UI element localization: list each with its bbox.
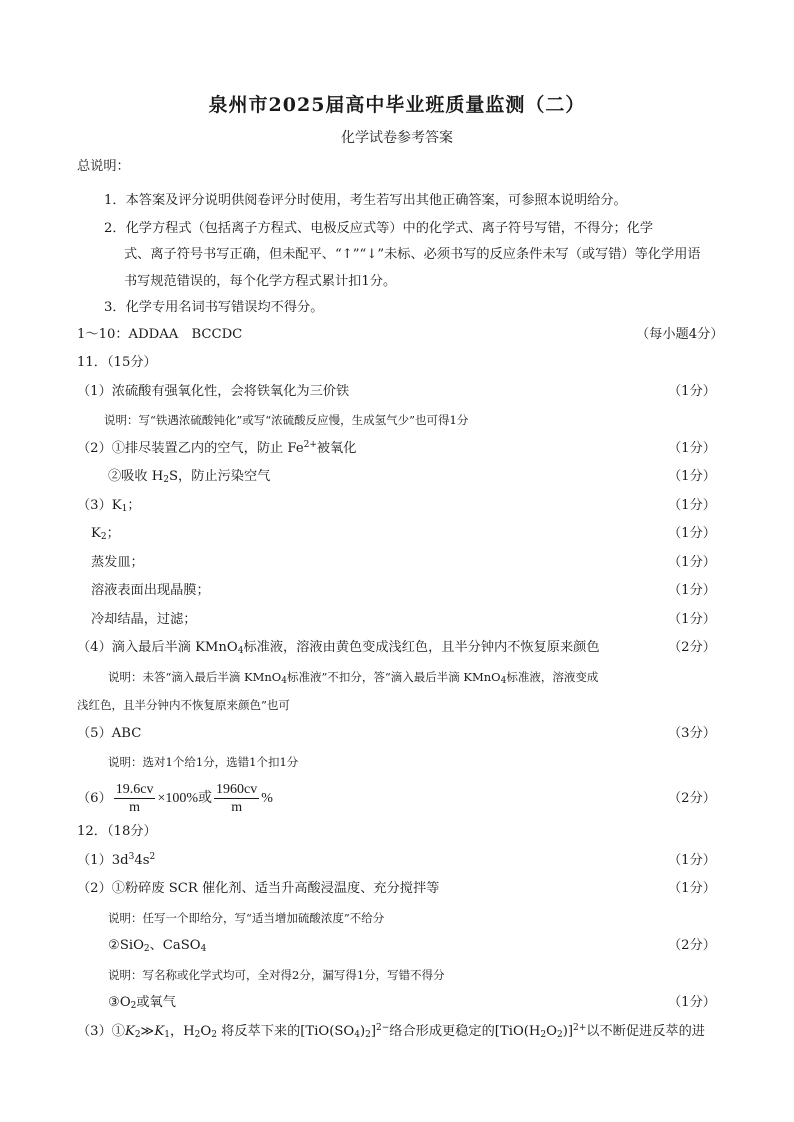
q11-p3c-score: （1分） — [668, 555, 716, 570]
q12-p2b: ②SiO$_2$、CaSO$_4$ — [108, 938, 207, 954]
general-item-2-cont2: 书写规范错误的，每个化学方程式累计扣1分。 — [124, 274, 397, 289]
fraction-1: $\frac{19.6cv}{m}$ — [115, 782, 154, 815]
q11-p4-score: （2分） — [668, 640, 716, 655]
q11-heading: 11．（15分） — [77, 355, 157, 370]
q11-p3a: $(3)K_1$； — [77, 498, 141, 514]
q11-p2a-score: （1分） — [668, 441, 716, 456]
q12-p2a-score: （1分） — [668, 881, 716, 896]
mc-answers: 1～10：ADDAA BCCDC — [77, 327, 243, 342]
q11-p1-note: 说明：写“铁遇浓硫酸钝化”或写“浓硫酸反应慢，生成氢气少”也可得1分 — [104, 413, 469, 427]
q11-p3e: 冷却结晶，过滤； — [91, 612, 197, 627]
q11-p3b: $K_2$； — [91, 526, 120, 542]
general-heading: 总说明： — [77, 159, 130, 174]
q12-p2c: $③O_2$或氧气 — [108, 995, 176, 1011]
q12-p2b-score: （2分） — [668, 938, 716, 953]
q11-p4-note-1: 说明：未答“滴入最后半滴 KMnO$_4$标准液”不扣分，答“滴入最后半滴 KMnO$_4$标准液，溶液变成 — [108, 670, 599, 686]
q11-p4: （4）滴入最后半滴 KMnO$_4$标准液，溶液由黄色变成浅红色，且半分钟内不恢复原来颜色 — [77, 640, 600, 656]
q11-p3d: 溶液表面出现晶膜； — [91, 583, 210, 598]
general-item-1: 1．本答案及评分说明供阅卷评分时使用，考生若写出其他正确答案，可参照本说明给分。 — [104, 193, 627, 208]
page-subtitle: 化学试卷参考答案 — [341, 130, 453, 146]
q11-p1-score: （1分） — [668, 384, 716, 399]
q12-p2a-note: 说明：任写一个即给分，写“适当增加硫酸浓度”不给分 — [108, 911, 385, 925]
q11-p3e-score: （1分） — [668, 612, 716, 627]
q11-p2a: （2）①排尽装置乙内的空气，防止 $Fe^{2+}$被氧化 — [77, 440, 357, 456]
q12-p2b-note: 说明：写名称或化学式均可，全对得2分，漏写得1分，写错不得分 — [108, 968, 445, 982]
q11-p4-note-2: 浅红色，且半分钟内不恢复原来颜色”也可 — [77, 698, 290, 712]
q11-p3c: 蒸发皿； — [91, 555, 144, 570]
q11-p6-score: （2分） — [668, 791, 716, 806]
q11-p2b: ②吸收 $H_2S$，防止污染空气 — [108, 469, 271, 485]
q11-p5: （5）ABC — [77, 726, 142, 741]
q12-p2a: （2）①粉碎废 SCR 催化剂、适当升高酸浸温度、充分搅拌等 — [77, 881, 440, 896]
q11-p2b-score: （1分） — [668, 469, 716, 484]
q11-p5-note: 说明：选对1个给1分，选错1个扣1分 — [108, 755, 299, 769]
q11-p1: （1）浓硫酸有强氧化性，会将铁氧化为三价铁 — [77, 384, 350, 399]
page-title: 泉州市2025届高中毕业班质量监测（二） — [208, 94, 586, 116]
q11-p3b-score: （1分） — [668, 526, 716, 541]
general-item-2: 2．化学方程式（包括离子方程式、电极反应式等）中的化学式、离子符号写错，不得分；化学 — [104, 221, 654, 236]
q12-heading: 12．（18分） — [77, 824, 157, 839]
mc-score: （每小题4分） — [636, 327, 724, 342]
general-item-2-cont1: 式、离子符号书写正确，但未配平、“↑”“↓”未标、必须书写的反应条件未写（或写错）等化学用语 — [124, 247, 701, 262]
q12-p1-score: （1分） — [668, 853, 716, 868]
general-item-3: 3．化学专用名词书写错误均不得分。 — [104, 300, 324, 315]
q12-p2c-score: （1分） — [668, 995, 716, 1010]
fraction-2: $\frac{1960cv}{m}$ — [216, 782, 258, 815]
q12-p1: $(1)3d^34s^2$ — [77, 852, 156, 868]
q12-p3: $(3)①K_2≫K_1$，$H_2O_2$ 将反萃下来的$[TiO(SO_4)_2]^{2-}$络合形成更稳定的$[TiO(H_2O_2)]^{2+}$以不断促进反萃的进 — [77, 1023, 705, 1040]
q11-p3d-score: （1分） — [668, 583, 716, 598]
q11-p5-score: （3分） — [668, 726, 716, 741]
q11-p3a-score: （1分） — [668, 498, 716, 513]
q11-p6: （6） $\frac{19.6cv}{m}$ ×100%或 $\frac{1960cv}{m}$ % — [77, 782, 273, 815]
